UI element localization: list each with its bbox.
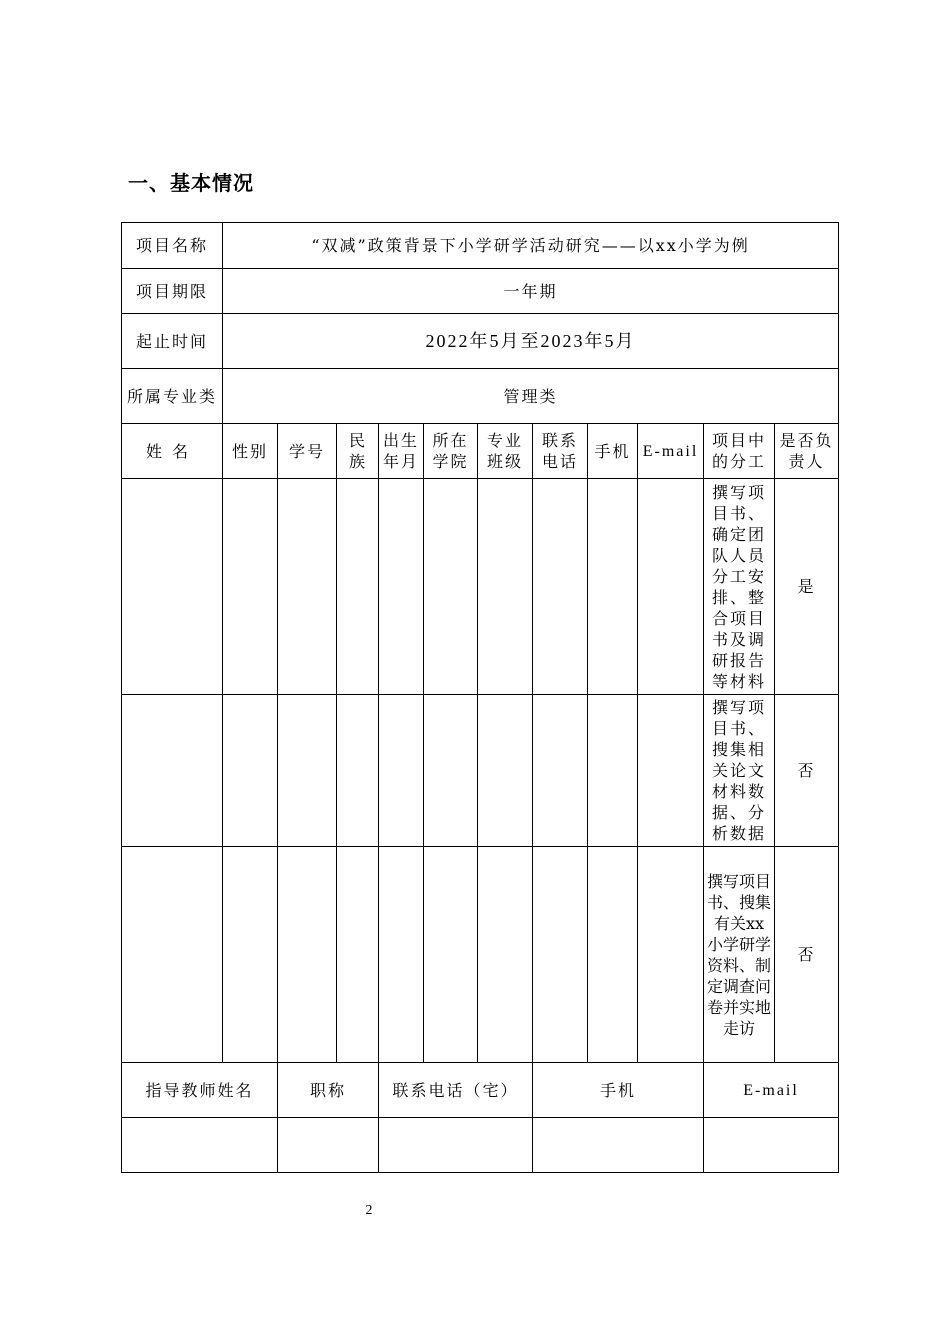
member-header-row xyxy=(122,424,839,479)
advisor-mobile-header: 手机 xyxy=(533,1063,704,1118)
member-role-cell: 撰写项目书、确定团队人员分工安排、整合项目书及调研报告等材料 xyxy=(704,479,775,695)
member-role-header: 项目中的分工 xyxy=(704,424,775,479)
member-leader-cell: 否 xyxy=(775,695,839,847)
major-value: 管理类 xyxy=(223,369,839,424)
member-ethnicity-cell xyxy=(337,479,379,695)
project-period-value: 一年期 xyxy=(223,269,839,314)
time-range-value: 2022年5月至2023年5月 xyxy=(223,314,839,369)
member-birth-cell xyxy=(379,847,424,1063)
member-birth-header: 出生年月 xyxy=(379,424,424,479)
member-name-cell xyxy=(122,479,223,695)
project-name-label: 项目名称 xyxy=(122,223,223,269)
advisor-email-header: E-mail xyxy=(704,1063,839,1118)
member-class-cell xyxy=(478,695,533,847)
member-gender-cell xyxy=(223,695,278,847)
member-birth-cell xyxy=(379,479,424,695)
member-birth-cell xyxy=(379,695,424,847)
member-ethnicity-cell xyxy=(337,695,379,847)
advisor-email-cell xyxy=(704,1118,839,1173)
member-class-cell xyxy=(478,847,533,1063)
member-gender-cell xyxy=(223,479,278,695)
member-class-cell xyxy=(478,479,533,695)
member-gender-header: 性别 xyxy=(223,424,278,479)
advisor-name-header: 指导教师姓名 xyxy=(122,1063,278,1118)
member-ethnicity-cell xyxy=(337,847,379,1063)
project-period-row xyxy=(122,269,839,314)
member-mobile-cell xyxy=(588,847,638,1063)
member-email-header: E-mail xyxy=(638,424,704,479)
member-id-cell xyxy=(278,847,337,1063)
advisor-title-header: 职称 xyxy=(278,1063,379,1118)
member-college-cell xyxy=(424,695,478,847)
member-phone-header: 联系电话 xyxy=(533,424,588,479)
advisor-name-cell xyxy=(122,1118,278,1173)
member-name-cell xyxy=(122,847,223,1063)
member-mobile-cell xyxy=(588,695,638,847)
page-number: 2 xyxy=(365,1203,373,1218)
major-row xyxy=(122,369,839,424)
member-email-cell xyxy=(638,847,704,1063)
member-ethnicity-header: 民族 xyxy=(337,424,379,479)
member-id-cell xyxy=(278,479,337,695)
time-range-row xyxy=(122,314,839,369)
member-row xyxy=(122,479,839,695)
member-name-header: 姓名 xyxy=(122,424,223,479)
member-role-cell: 撰写项目书、搜集相关论文材料数据、分析数据 xyxy=(704,695,775,847)
member-row xyxy=(122,847,839,1063)
member-email-cell xyxy=(638,695,704,847)
advisor-phone-header: 联系电话（宅） xyxy=(379,1063,533,1118)
member-phone-cell xyxy=(533,847,588,1063)
member-leader-cell: 是 xyxy=(775,479,839,695)
major-label: 所属专业类 xyxy=(122,369,223,424)
advisor-header-row xyxy=(122,1063,839,1118)
member-role-cell: 撰写项目书、搜集有关xx小学研学资料、制定调查问卷并实地走访 xyxy=(704,847,775,1063)
member-id-cell xyxy=(278,695,337,847)
member-gender-cell xyxy=(223,847,278,1063)
member-college-cell xyxy=(424,479,478,695)
section-heading: 一、基本情况 xyxy=(128,171,254,195)
member-class-header: 专业班级 xyxy=(478,424,533,479)
time-range-label: 起止时间 xyxy=(122,314,223,369)
member-mobile-header: 手机 xyxy=(588,424,638,479)
project-name-value: “双减”政策背景下小学研学活动研究——以xx小学为例 xyxy=(223,223,839,269)
member-phone-cell xyxy=(533,479,588,695)
member-row xyxy=(122,695,839,847)
member-phone-cell xyxy=(533,695,588,847)
project-name-row xyxy=(122,223,839,269)
member-email-cell xyxy=(638,479,704,695)
member-id-header: 学号 xyxy=(278,424,337,479)
member-leader-header: 是否负责人 xyxy=(775,424,839,479)
member-leader-cell: 否 xyxy=(775,847,839,1063)
basic-info-table xyxy=(121,222,839,1173)
advisor-phone-cell xyxy=(379,1118,533,1173)
member-college-header: 所在学院 xyxy=(424,424,478,479)
advisor-title-cell xyxy=(278,1118,379,1173)
advisor-row xyxy=(122,1118,839,1173)
member-college-cell xyxy=(424,847,478,1063)
project-period-label: 项目期限 xyxy=(122,269,223,314)
member-name-cell xyxy=(122,695,223,847)
advisor-mobile-cell xyxy=(533,1118,704,1173)
member-mobile-cell xyxy=(588,479,638,695)
